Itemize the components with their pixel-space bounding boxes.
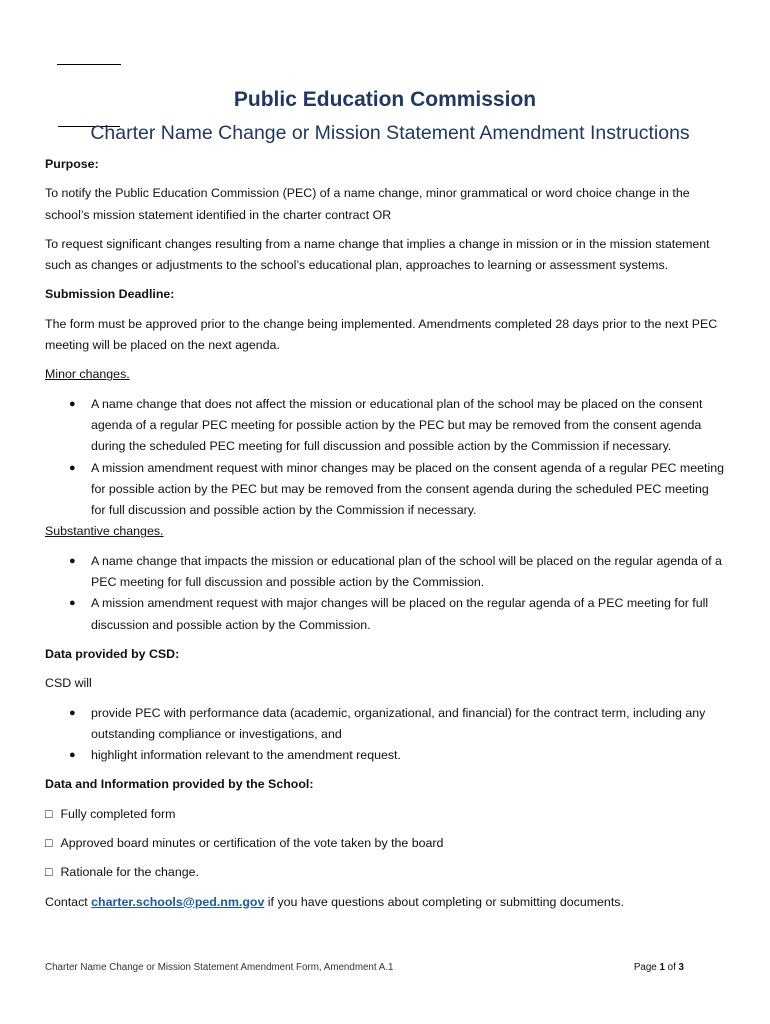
purpose-heading: Purpose:	[45, 157, 99, 171]
page-total: 3	[678, 962, 684, 973]
csd-list	[45, 703, 725, 767]
checklist-label: Rationale for the change.	[60, 865, 199, 880]
checkbox-icon[interactable]: □	[45, 865, 53, 880]
deadline-paragraph: The form must be approved prior to the change being implemented. Amendments completed 28 days prior to the next PEC meeting will be placed on the next agenda.	[45, 316, 718, 353]
checklist-label: Approved board minutes or certification of the vote taken by the board	[60, 836, 444, 851]
checklist-item	[45, 862, 725, 883]
footer-page-number	[634, 962, 684, 973]
deadline-heading: Submission Deadline:	[45, 287, 175, 302]
contact-prefix: Contact	[45, 894, 92, 909]
csd-heading: Data provided by CSD:	[45, 646, 180, 661]
purpose-paragraph-1: To notify the Public Education Commission (PEC) of a name change, minor grammatical or word choice change in the school’s mission statement identified in the charter contract OR	[45, 186, 690, 222]
checkbox-icon[interactable]: □	[45, 806, 53, 821]
document-body	[45, 154, 725, 921]
substantive-changes-heading: Substantive changes.	[45, 524, 164, 539]
minor-changes-heading: Minor changes.	[45, 367, 130, 382]
page-subtitle: Charter Name Change or Mission Statement Amendment Instructions	[90, 122, 690, 144]
substantive-changes-list	[45, 551, 725, 636]
contact-email-link[interactable]: charter.schools@ped.nm.gov	[91, 894, 265, 909]
contact-suffix: if you have questions about completing or submitting documents.	[264, 894, 624, 909]
header-rule	[57, 64, 121, 65]
purpose-paragraph-2: To request significant changes resulting from a name change that implies a change in mission or in the mission statement such as changes or adjustments to the school’s educational plan, approaches to learning or assessment systems.	[45, 236, 710, 273]
page-current: 1	[659, 962, 665, 973]
csd-intro: CSD will	[45, 676, 92, 691]
footer-form-name: Charter Name Change or Mission Statement Amendment Form, Amendment A.1	[45, 962, 394, 973]
checklist-label: Fully completed form	[60, 806, 176, 821]
list-item: ● provide PEC with performance data (academic, organizational, and financial) for the contract term, including any outstanding compliance or investigations, and	[91, 703, 725, 746]
minor-changes-list	[45, 394, 725, 522]
list-item: ● A name change that does not affect the mission or educational plan of the school may be placed on the consent agenda of a regular PEC meeting for possible action by the PEC but may be removed from the consent agenda during the scheduled PEC meeting for full discussion and possible action by the Commission if necessary.	[91, 394, 725, 458]
list-item: ● A name change that impacts the mission or educational plan of the school will be placed on the regular agenda of a PEC meeting for full discussion and possible action by the Commission.	[91, 551, 725, 594]
list-item: ● A mission amendment request with minor changes may be placed on the consent agenda of a regular PEC meeting for possible action by the PEC but may be removed from the consent agenda during the scheduled PEC meeting for full discussion and possible action by the Commission if necessary.	[91, 458, 725, 522]
page-label: Page	[633, 962, 660, 973]
page-title: Public Education Commission	[233, 88, 537, 111]
list-item: ● A mission amendment request with major changes will be placed on the regular agenda of a PEC meeting for full discussion and possible action by the Commission.	[91, 593, 725, 636]
checklist-item	[45, 833, 725, 854]
school-heading: Data and Information provided by the School:	[45, 777, 314, 792]
checklist-item	[45, 804, 725, 825]
page-of: of	[664, 962, 679, 973]
checkbox-icon[interactable]: □	[45, 836, 53, 851]
contact-paragraph	[45, 892, 725, 913]
list-item: ● highlight information relevant to the amendment request.	[91, 745, 725, 766]
